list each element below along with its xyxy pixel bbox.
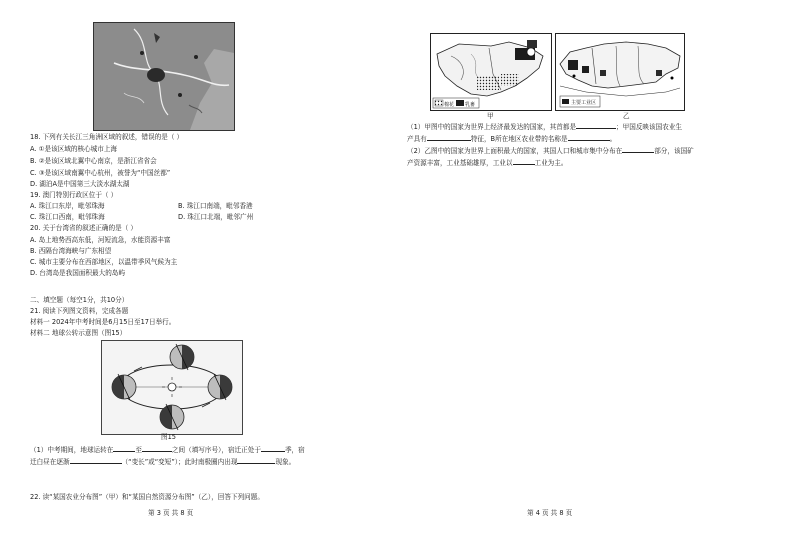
right-page-footer: 第 4 页 共 8 页 [527, 509, 573, 517]
q22-1-text-e: 。 [609, 135, 617, 143]
q19-option-d[interactable]: D. 珠江口北端，毗邻广州 [178, 213, 254, 221]
q18-option-d[interactable]: D. 湖泊A是中国第三大淡水湖太湖 [30, 180, 130, 188]
map-label-jia: 甲 [487, 112, 494, 120]
q20-option-d[interactable]: D. 台湾岛是我国面积最大的岛屿 [30, 269, 125, 277]
q20-stem: 20. 关于台湾省的叙述正确的是（ ） [30, 224, 137, 232]
q22-2-text-c: 产资源丰富，工业基础雄厚，工业以 [407, 159, 513, 167]
q21-blank-4[interactable] [70, 463, 122, 464]
q21-blank-5[interactable] [237, 463, 275, 464]
map-label-yi: 乙 [623, 112, 630, 120]
q18-option-a[interactable]: A. ①是该区域的核心城市上海 [30, 145, 118, 153]
map-yi-russia-resources [555, 33, 685, 111]
q22-blank-3[interactable] [568, 140, 610, 141]
q22-2-text-d: 工业为主。 [534, 159, 568, 167]
yangtze-delta-map [93, 22, 235, 131]
q18-stem: 18. 下列有关长江三角洲区域的叙述，错误的是（ ） [30, 133, 184, 141]
q22-2-line2 [407, 159, 567, 167]
q20-option-b[interactable]: B. 西隔台湾海峡与广东相望 [30, 247, 112, 255]
q20-option-a[interactable]: A. 岛上地势西高东低，河短流急，水能资源丰富 [30, 236, 171, 244]
q21-line2-text-b: （“变长”或“变短”）；此时南极圈内出现 [121, 458, 238, 466]
q21-blank-1[interactable] [113, 451, 135, 452]
q21-material1: 材料一 2024年中考时间是6月15日至17日举行。 [30, 318, 176, 326]
q21-line1-text-a: （1）中考期间，地球运转在 [30, 446, 114, 454]
q19-stem: 19. 澳门特别行政区位于（ ） [30, 191, 118, 199]
q22-blank-1[interactable] [576, 128, 616, 129]
q21-line1-text-c: 之间（填写序号），宿迁正处于 [171, 446, 261, 454]
q19-option-c[interactable]: C. 珠江口西南，毗邻珠海 [30, 213, 105, 221]
map-jia-legend-1: 棉花 [444, 102, 455, 108]
left-page-footer: 第 3 页 共 8 页 [148, 509, 194, 517]
q21-line1-text-b: 至 [135, 446, 142, 454]
map-jia-usa-agriculture [430, 33, 552, 111]
q22-1-text-d: 特征，B所在地区农业带的名称是 [470, 135, 568, 143]
q22-2-text-b: 部分，该国矿 [654, 147, 694, 155]
map-jia-legend-2: 乳畜 [465, 102, 476, 108]
q18-option-b[interactable]: B. ②是该区域北翼中心南京，是浙江省省会 [30, 157, 157, 165]
q20-option-c[interactable]: C. 城市主要分布在西部地区，以温带季风气候为主 [30, 258, 178, 266]
q21-stem: 21. 阅读下列图文资料，完成各题 [30, 307, 129, 315]
q22-2-line1 [407, 147, 694, 155]
q21-line2 [30, 458, 295, 466]
q21-line1-text-d: 季，宿 [284, 446, 305, 454]
q21-line2-text-a: 迁白昼在逐渐 [30, 458, 70, 466]
earth-orbit-figure [101, 340, 243, 435]
q18-option-c[interactable]: C. ③是该区域南翼中心杭州，被誉为“中国丝都” [30, 169, 171, 177]
q22-stem: 22. 读“某国农业分布图”（甲）和“某国自然资源分布图”（乙），回答下列问题。 [30, 493, 264, 501]
section2-title: 二、填空题（每空1分，共10分） [30, 296, 129, 304]
right-page [397, 0, 794, 542]
q21-material2: 材料二 地球公转示意图（图15） [30, 329, 127, 337]
q21-line2-text-c: 现象。 [275, 458, 296, 466]
q22-1-text-c: 产具有 [407, 135, 427, 143]
q22-blank-5[interactable] [513, 164, 535, 165]
q19-option-b[interactable]: B. 珠江口南端，毗邻香港 [178, 202, 253, 210]
q22-blank-2[interactable] [427, 140, 471, 141]
q22-1-text-b: ；甲国反映该国农业生 [616, 123, 682, 131]
q21-blank-3[interactable] [261, 451, 285, 452]
q22-1-line2 [407, 135, 616, 143]
q21-blank-2[interactable] [142, 451, 172, 452]
q22-1-text-a: （1）甲图中的国家为世界上经济最发达的国家，其首都是 [407, 123, 577, 131]
figure15-caption: 图15 [161, 433, 176, 441]
q22-blank-4[interactable] [622, 152, 654, 153]
q19-option-a[interactable]: A. 珠江口东岸，毗邻珠海 [30, 202, 105, 210]
q22-2-text-a: （2）乙图中的国家为世界上面积最大的国家，其国人口和城市集中分布在 [407, 147, 623, 155]
map-yi-legend: 主要工业区 [571, 100, 597, 106]
q22-1-line1 [407, 123, 682, 131]
q21-line1 [30, 446, 305, 454]
